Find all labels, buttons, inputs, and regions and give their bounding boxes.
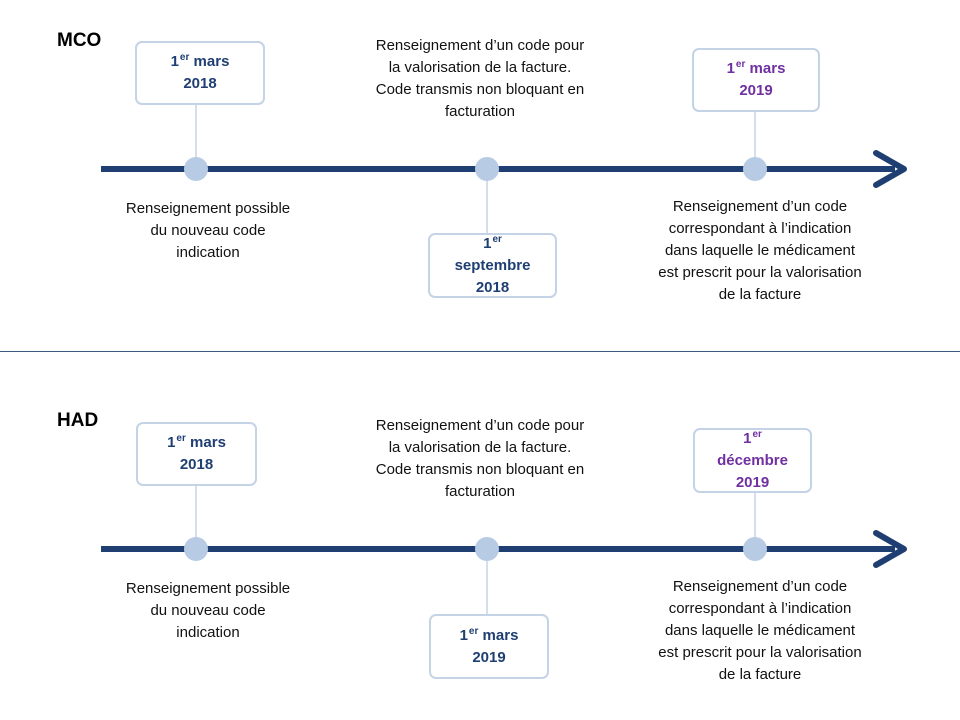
date-line-month: septembre: [454, 256, 531, 274]
date-line-year: 2018: [179, 456, 214, 473]
date-line-day: 1er mars: [459, 625, 519, 644]
date-line-year: 2019: [735, 473, 770, 491]
mco-section: [0, 0, 960, 340]
had-section: [0, 380, 960, 720]
date-box: [136, 422, 257, 486]
date-box: [428, 233, 557, 298]
milestone-description: Renseignement possible du nouveau code indication: [125, 200, 291, 261]
milestone-dot: [743, 537, 767, 561]
section-divider: [0, 351, 960, 352]
date-box: [692, 48, 820, 112]
date-line-day: 1er mars: [170, 52, 230, 70]
milestone-dot: [184, 537, 208, 561]
date-line-day: 1er mars: [726, 59, 786, 77]
date-line-day: 1er: [483, 233, 502, 252]
date-box: [135, 41, 265, 105]
milestone-description: Renseignement d’un code pour la valorisation de la facture. Code transmis non bloquant en facturation: [375, 417, 585, 500]
milestone-description: Renseignement d’un code correspondant à l’indication dans laquelle le médicament est prescrit pour la valorisation de la facture: [658, 198, 862, 303]
date-box: [693, 428, 812, 493]
date-line-year: 2019: [472, 648, 506, 666]
date-line-month: décembre: [717, 451, 788, 469]
date-line-year: 2018: [183, 75, 217, 92]
milestone-dot: [184, 157, 208, 181]
milestone-dot: [743, 157, 767, 181]
milestone-dot: [475, 157, 499, 181]
date-line-day: 1er mars: [167, 433, 226, 451]
date-box: [429, 614, 549, 679]
date-line-year: 2019: [739, 82, 773, 99]
milestone-dot: [475, 537, 499, 561]
date-line-year: 2018: [475, 278, 510, 296]
milestone-description: Renseignement d’un code correspondant à l’indication dans laquelle le médicament est prescrit pour la valorisation de la facture: [658, 578, 862, 683]
section-title: HAD: [57, 410, 99, 431]
section-title: MCO: [57, 30, 102, 51]
milestone-description: Renseignement possible du nouveau code indication: [125, 580, 291, 641]
milestone-description: Renseignement d’un code pour la valorisation de la facture. Code transmis non bloquant en facturation: [375, 37, 585, 120]
date-line-day: 1er: [743, 428, 762, 447]
